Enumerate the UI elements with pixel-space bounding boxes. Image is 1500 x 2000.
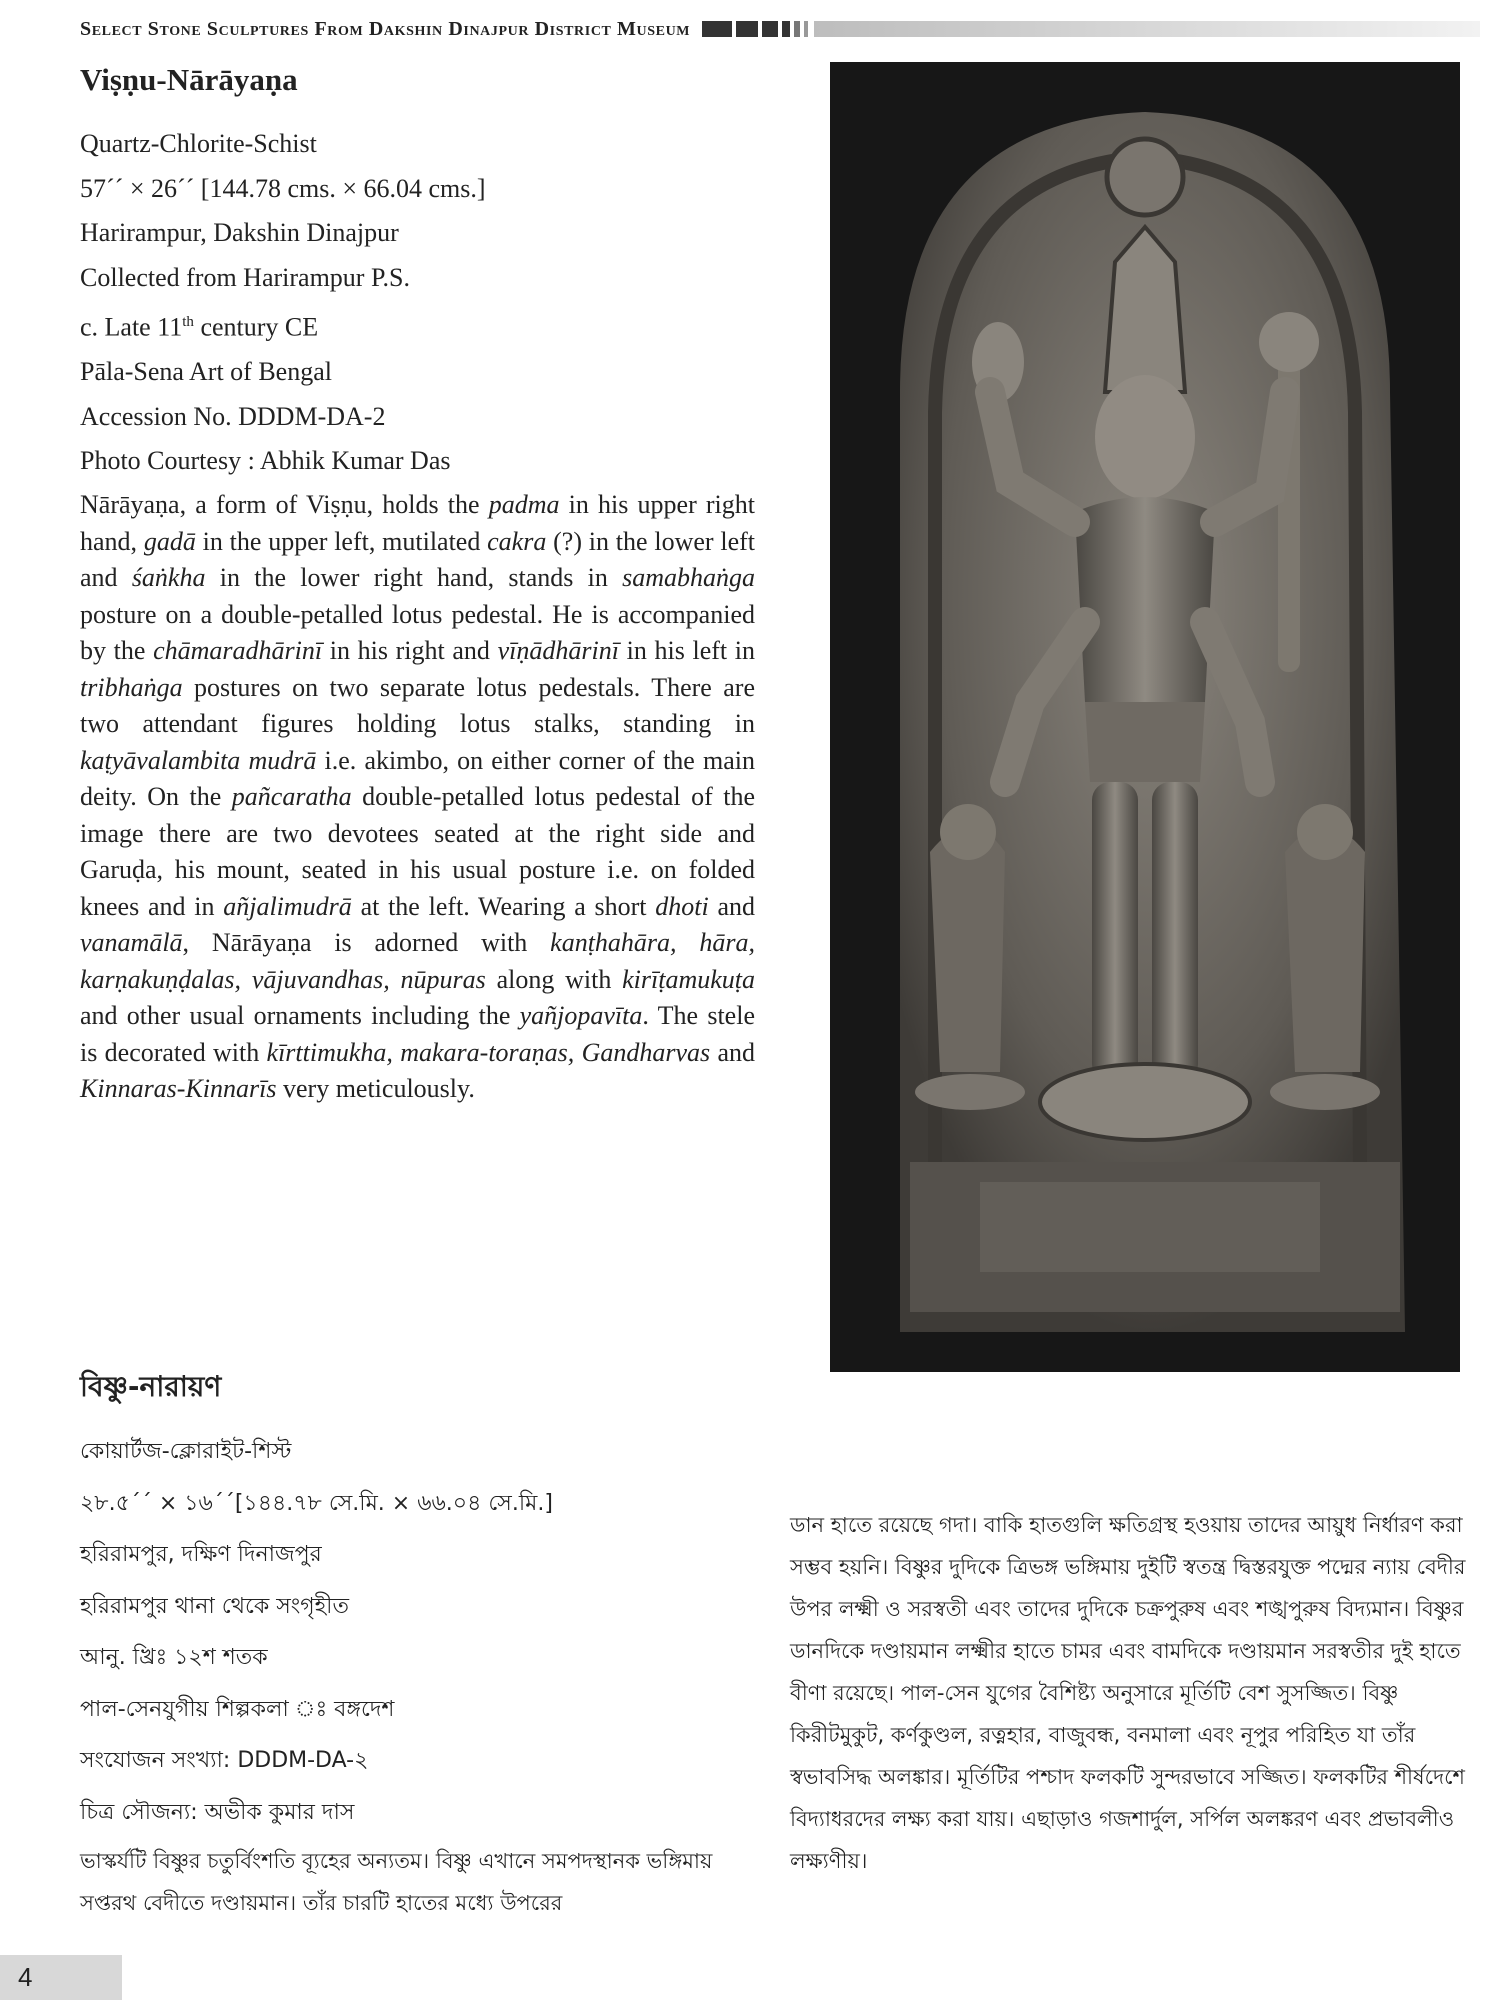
photo-credit: Photo Courtesy : Abhik Kumar Das [80, 446, 451, 476]
attendant-left [930, 827, 1005, 1072]
date-superscript: th [182, 314, 194, 330]
bengali-photo-credit: চিত্র সৌজন্য: অভীক কুমার দাস [80, 1799, 355, 1825]
attendant-right [1285, 827, 1365, 1072]
dimensions: 57´´ × 26´´ [144.78 cms. × 66.04 cms.] [80, 173, 486, 203]
lotus-pedestal [1040, 1064, 1250, 1140]
date-prefix: c. Late 11 [80, 312, 183, 342]
sculpture-illustration [830, 62, 1460, 1372]
bengali-dimensions: ২৮.৫´´ × ১৬´´[১৪৪.৭৮ সে.মি. × ৬৬.০৪ সে.মি.] [80, 1490, 553, 1516]
kirttimukha [1107, 139, 1183, 215]
art-style: Pāla-Sena Art of Bengal [80, 357, 332, 387]
deity-torso [1075, 497, 1215, 717]
date [80, 300, 486, 350]
collection-source: Collected from Harirampur P.S. [80, 262, 410, 292]
deity-leg-left [1152, 782, 1198, 1082]
material: Quartz-Chlorite-Schist [80, 129, 317, 158]
bengali-findspot: হরিরামপুর, দক্ষিণ দিনাজপুর [80, 1542, 322, 1567]
page-number: 4 [0, 1955, 122, 2000]
english-description: Nārāyaṇa, a form of Viṣṇu, holds the padma in his upper right hand, gadā in the upper left, mutilated cakra (?) in the lower left and śaṅkha in the lower right hand, stands in samabhaṅga posture on a double-petalled lotus pedestal. He is accompanied by the chāmaradhārinī in his right and vīṇādhārinī in his left in tribhaṅga postures on two separate lotus pedestals. There are two attendant figures holding lotus stalks, standing in kaṭyāvalambita mudrā i.e. akimbo, on either corner of the main deity. On the pañcaratha double-petalled lotus pedestal of the image there are two devotees seated at the right side and Garuḍa, his mount, seated in his usual posture i.e. on folded knees and in añjalimudrā at the left. Wearing a short dhoti and vanamālā, Nārāyaṇa is adorned with kanṭhahāra, hāra, karṇakuṇḍalas, vājuvandhas, nūpuras along with kirīṭamukuṭa and other usual ornaments including the yañjopavīta. The stele is decorated with kīrttimukha, makara-toraṇas, Gandharvas and Kinnaras-Kinnarīs very meticulously. [80, 490, 756, 1103]
accession-number: Accession No. DDDM-DA-2 [80, 401, 386, 431]
bengali-title: বিষ্ণু-নারায়ণ [80, 1370, 222, 1403]
date-suffix: century CE [193, 312, 319, 342]
deity-dhoti [1085, 702, 1205, 782]
deity-leg-right [1092, 782, 1138, 1082]
bengali-description-left: ভাস্কর্যটি বিষ্ণুর চতুর্বিংশতি ব্যূহের অন্যতম। বিষ্ণু এখানে সমপদস্থানক ভঙ্গিমায় সপ্তরথ বেদীতে দণ্ডায়মান। তাঁর চারটি হাতের মধ্যে উপরের [80, 1849, 713, 1915]
running-header [80, 14, 1480, 44]
deity-head [1095, 375, 1195, 499]
bengali-description-right: ডান হাতে রয়েছে গদা। বাকি হাতগুলি ক্ষতিগ্রস্থ হওয়ায় তাদের আয়ুধ নির্ধারণ করা সম্ভব হয়নি। বিষ্ণুর দুদিকে ত্রিভঙ্গ ভঙ্গিমায় দুইটি স্বতন্ত্র দ্বিস্তরযুক্ত পদ্মের ন্যায় বেদীর উপর লক্ষ্মী ও সরস্বতী এবং তাদের দুদিকে চক্রপুরুষ এবং শঙ্খপুরুষ বিদ্যমান। বিষ্ণুর ডানদিকে দণ্ডায়মান লক্ষ্মীর হাতে চামর এবং বামদিকে দণ্ডায়মান সরস্বতীর দুই হাতে বীণা রয়েছে। পাল-সেন যুগের বৈশিষ্ট্য অনুসারে মূর্তিটি বেশ সুসজ্জিত। বিষ্ণু কিরীটমুকুট, কর্ণকুণ্ডল, রত্নহার, বাজুবন্ধ, বনমালা এবং নূপুর পরিহিত যা তাঁর স্বভাবসিদ্ধ অলঙ্কার। মূর্তিটির পশ্চাদ ফলকটি সুন্দরভাবে সজ্জিত। ফলকটির শীর্ষদেশে বিদ্যাধরদের লক্ষ্য করা যায়। এছাড়াও গজশার্দুল, সর্পিল অলঙ্করণ এবং প্রভাবলীও লক্ষ্যণীয়। [790, 1513, 1466, 1873]
bengali-date: আনু. খ্রিঃ ১২শ শতক [80, 1645, 268, 1670]
header-fade-bar [814, 21, 1480, 37]
bengali-collection-source: হরিরামপুর থানা থেকে সংগৃহীত [80, 1593, 349, 1619]
english-catalogue-details [80, 122, 486, 484]
sculpture-photo [830, 62, 1460, 1372]
findspot: Harirampur, Dakshin Dinajpur [80, 218, 399, 247]
header-decoration [702, 21, 808, 37]
bengali-catalogue-details [80, 1426, 553, 1838]
bengali-accession-number: সংযোজন সংখ্যা: DDDM-DA-২ [80, 1748, 369, 1773]
bengali-art-style: পাল-সেনযুগীয় শিল্পকলা ঃ বঙ্গদেশ [80, 1696, 395, 1722]
bengali-material: কোয়ার্টজ-ক্লোরাইট-শিস্ট [80, 1439, 292, 1464]
running-title: Select Stone Sculptures From Dakshin Dinajpur District Museum [80, 17, 691, 40]
english-title: Viṣṇu-Nārāyaṇa [80, 62, 298, 97]
